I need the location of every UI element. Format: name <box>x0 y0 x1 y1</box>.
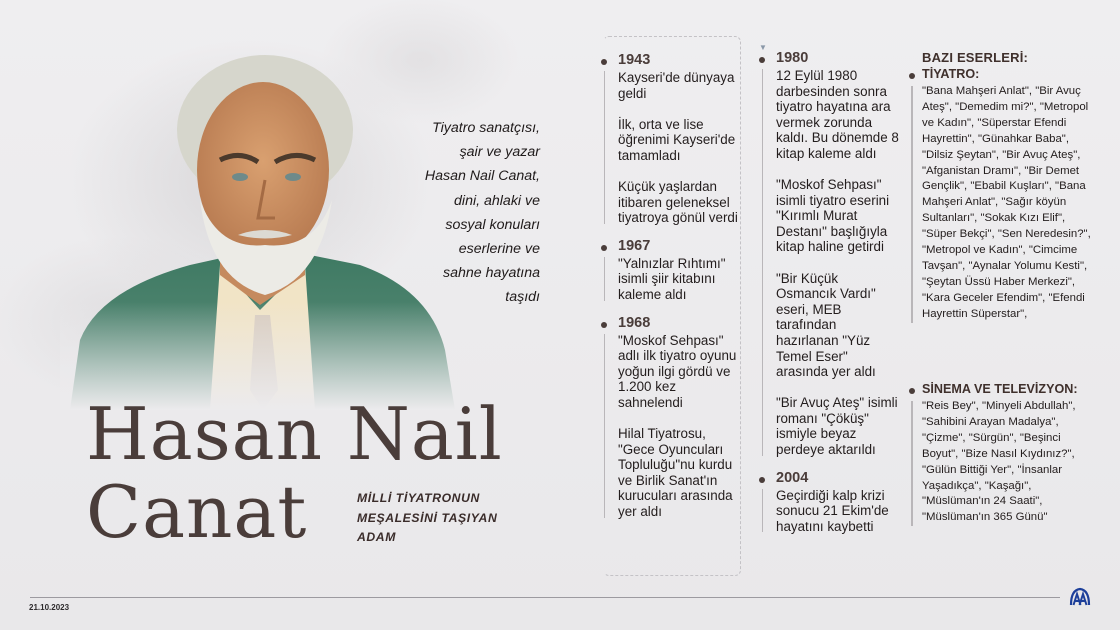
connector-arrow-icon: ▼ <box>759 43 767 52</box>
intro-line: sahne hayatına <box>442 265 540 282</box>
intro-line: şair ve yazar <box>459 144 540 161</box>
timeline-text: İlk, orta ve lise öğrenimi Kayseri'de tamamladı <box>618 116 736 163</box>
subtitle-line: MİLLİ TİYATRONUN <box>357 491 480 505</box>
timeline-entry-2004 <box>761 470 901 535</box>
works-theatre <box>910 66 1100 323</box>
timeline-text: Hilal Tiyatrosu, "Gece Oyuncuları Topluluğu"nu kurdu ve Birlik Sanat'ın kurucuları arasında yer aldı <box>618 426 733 519</box>
bullet-icon <box>759 57 765 63</box>
intro-line: Tiyatro sanatçısı, <box>432 120 540 136</box>
works-line <box>911 86 913 323</box>
intro-text <box>398 116 540 310</box>
timeline-entry-1968 <box>603 315 743 520</box>
timeline-year: 1980 <box>776 50 809 66</box>
works-theatre-list: "Bana Mahşeri Anlat", "Bir Avuç Ateş", "Demedim mi?", "Metropol ve Kadın", "Süperstar Efendi Hayrettin", "Günahkar Baba", "Dilsiz Şeytan", "Bir Avuç Ateş", "Afganistan Dramı", "Bir Demet Gençlik", "Ebabil Kuşları", "Bana Mahşeri Anlat", "Sağır köyün Sultanları", "Sokak Kızı Elif", "Süper Bekçi", "Sen Neredesin?", "Metropol ve Kadın", "Cimcime Tavşan", "Aynalar Yolumu Kesti", "Şeytan Üssü Haber Merkezi", "Kara Geceler Efendim", "Efendi Hayrettin Süperstar", <box>922 85 1091 320</box>
timeline-text: "Moskof Sehpası" adlı ilk tiyatro oyunu yoğun ilgi gördü ve 1.200 kez sahnelendi <box>618 332 737 410</box>
timeline-column-2 <box>761 50 901 546</box>
timeline-year: 1968 <box>618 314 651 331</box>
timeline-line <box>604 334 606 518</box>
intro-line: sosyal konuları <box>445 216 540 233</box>
timeline-text: "Bir Küçük Osmancık Vardı" eseri, MEB tarafından hazırlanan "Yüz Temel Eser" arasında yer aldı <box>776 270 876 380</box>
timeline-entry-1980 <box>761 50 901 458</box>
works-cinema-heading: SİNEMA VE TELEVİZYON: <box>922 382 1078 396</box>
intro-line: Hasan Nail Canat, <box>424 168 540 185</box>
subtitle-line: ADAM <box>357 530 396 544</box>
bullet-icon <box>909 388 915 394</box>
subtitle <box>357 489 527 548</box>
timeline-line <box>604 71 606 224</box>
timeline-line <box>762 489 764 533</box>
bullet-icon <box>601 59 607 65</box>
works-cinema-list: "Reis Bey", "Minyeli Abdullah", "Sahibini Arayan Madalya", "Çizme", "Sürgün", "Beşinci Boyut", "Bize Nasıl Kıydınız?", "Gülün Bittiği Yer", "İnsanlar Yaşadıkça", "Kaşağı", "Müslüman'ın 24 Saati", "Müslüman'ın 365 Günü" <box>922 400 1076 524</box>
timeline-line <box>762 69 764 456</box>
timeline-entry-1943 <box>603 52 743 226</box>
timeline-line <box>604 257 606 301</box>
publish-date: 21.10.2023 <box>29 603 70 612</box>
works-title: BAZI ESERLERİ: <box>922 50 1029 65</box>
bullet-icon <box>909 73 915 79</box>
timeline-entry-1967 <box>603 238 743 303</box>
timeline-text: Küçük yaşlardan itibaren geleneksel tiyatroya gönül verdi <box>618 178 738 226</box>
timeline-text: "Bir Avuç Ateş" isimli romanı "Çöküş" ismiyle beyaz perdeye aktarıldı <box>776 395 898 457</box>
bullet-icon <box>759 477 765 483</box>
timeline-text: "Yalnızlar Rıhtımı" isimli şiir kitabını kaleme aldı <box>618 255 726 302</box>
bullet-icon <box>601 245 607 251</box>
timeline-year: 2004 <box>776 469 809 486</box>
page-title-line-1: Hasan Nail <box>86 392 503 476</box>
timeline-text: 12 Eylül 1980 darbesinden sonra tiyatro hayatına ara vermek zorunda kaldı. Bu dönemde 8 kitap kaleme aldı <box>776 68 899 161</box>
timeline-column-1 <box>603 52 743 532</box>
timeline-text: Geçirdiği kalp krizi sonucu 21 Ekim'de hayatını kaybetti <box>776 487 889 534</box>
timeline-year: 1943 <box>618 52 651 68</box>
intro-line: eserlerine ve <box>458 241 540 258</box>
works-cinema <box>910 381 1100 526</box>
timeline-text: Kayseri'de dünyaya geldi <box>618 70 735 101</box>
aa-logo-icon <box>1068 585 1092 609</box>
footer-divider <box>30 597 1060 598</box>
subtitle-line: MEŞALESİNİ TAŞIYAN <box>357 510 498 525</box>
intro-line: dini, ahlaki ve <box>454 192 540 209</box>
page-title-line-2: Canat <box>86 470 308 554</box>
timeline-text: "Moskof Sehpası" isimli tiyatro eserini "Kırımlı Murat Destanı" başlığıyla kitap haline getirdi <box>776 177 890 255</box>
works-theatre-heading: TİYATRO: <box>922 67 980 81</box>
timeline-year: 1967 <box>618 237 651 254</box>
bullet-icon <box>601 322 607 328</box>
works-line <box>911 401 913 526</box>
intro-line: taşıdı <box>505 289 540 306</box>
